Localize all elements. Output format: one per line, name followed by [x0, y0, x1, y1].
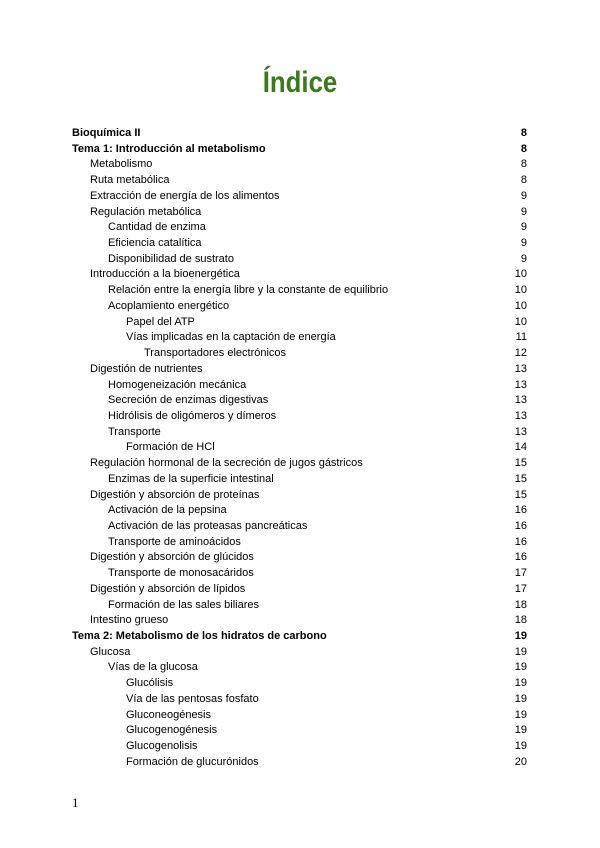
toc-entry[interactable]	[72, 393, 527, 409]
toc-entry-label: Activación de la pepsina	[108, 504, 227, 517]
toc-entry[interactable]	[72, 613, 527, 629]
toc-entry[interactable]	[72, 142, 527, 158]
toc-entry-page: 16	[514, 535, 527, 548]
toc-entry-page: 15	[514, 472, 527, 485]
toc-entry[interactable]	[72, 629, 527, 645]
toc-entry-label: Tema 2: Metabolismo de los hidratos de carbono	[72, 630, 327, 642]
page-number: 1	[72, 795, 79, 810]
toc-entry-label: Gluconeogénesis	[126, 708, 212, 721]
toc-entry-label: Enzimas de la superficie intestinal	[108, 472, 274, 485]
toc-entry-label: Papel del ATP	[126, 315, 195, 328]
toc-entry-label: Transporte de aminoácidos	[108, 535, 241, 548]
toc-entry-label: Formación de HCl	[126, 441, 215, 454]
toc-entry-label: Glucogenolisis	[126, 740, 198, 753]
toc-entry-page: 19	[514, 630, 527, 642]
toc-entry[interactable]	[72, 362, 527, 378]
toc-entry-label: Homogeneización mecánica	[108, 378, 247, 391]
toc-entry-page: 16	[514, 504, 527, 517]
toc-entry-page: 10	[514, 268, 527, 281]
toc-entry-label: Glucólisis	[126, 677, 174, 690]
toc-entry-page: 9	[520, 252, 527, 265]
toc-entry-page: 10	[514, 284, 527, 297]
toc-entry-page: 10	[514, 315, 527, 328]
toc-entry-page: 13	[514, 394, 527, 407]
toc-entry[interactable]	[72, 519, 527, 535]
toc-entry-label: Metabolismo	[90, 158, 153, 171]
toc-entry-label: Relación entre la energía libre y la constante de equilibrio	[108, 284, 389, 297]
toc-entry-page: 8	[520, 142, 527, 155]
toc-entry[interactable]	[72, 708, 527, 724]
toc-entry-page: 12	[514, 347, 527, 360]
toc-entry-label: Disponibilidad de sustrato	[108, 252, 234, 265]
toc-entry[interactable]	[72, 582, 527, 598]
toc-entry[interactable]	[72, 346, 527, 362]
toc-entry[interactable]	[72, 220, 527, 236]
toc-entry[interactable]	[72, 440, 527, 456]
page-title: Índice	[262, 66, 338, 99]
toc-entry-label: Digestión y absorción de glúcidos	[90, 551, 254, 564]
toc-entry-label: Extracción de energía de los alimentos	[90, 189, 280, 202]
toc-entry-page: 13	[514, 409, 527, 422]
toc-entry-page: 19	[514, 692, 527, 705]
toc-entry-page: 8	[520, 158, 527, 171]
toc-entry[interactable]	[72, 488, 527, 504]
toc-entry-page: 17	[514, 582, 527, 595]
toc-entry-page: 17	[514, 567, 527, 580]
toc-entry-page: 8	[520, 127, 527, 139]
toc-entry-page: 18	[514, 614, 527, 627]
toc-entry-label: Bioquímica II	[72, 127, 141, 139]
toc-entry-page: 15	[514, 457, 527, 470]
toc-entry[interactable]	[72, 755, 527, 771]
toc-entry[interactable]	[72, 739, 527, 755]
toc-entry-page: 19	[514, 740, 527, 753]
toc-entry[interactable]	[72, 645, 527, 661]
toc-entry[interactable]	[72, 126, 527, 142]
toc-entry-label: Regulación metabólica	[90, 205, 202, 218]
toc-entry-page: 9	[520, 237, 527, 250]
toc-entry[interactable]	[72, 723, 527, 739]
toc-entry-page: 9	[520, 221, 527, 234]
toc-entry[interactable]	[72, 503, 527, 519]
toc-entry-label: Ruta metabólica	[90, 174, 170, 187]
toc-entry-label: Acoplamiento energético	[108, 299, 230, 312]
toc-entry-page: 20	[514, 755, 527, 768]
toc-entry[interactable]	[72, 157, 527, 173]
toc-entry[interactable]	[72, 676, 527, 692]
toc-entry-page: 15	[514, 488, 527, 501]
toc-entry-label: Transporte de monosacáridos	[108, 567, 254, 580]
toc-entry-label: Glucosa	[90, 645, 131, 658]
toc-entry[interactable]	[72, 660, 527, 676]
toc-entry[interactable]	[72, 692, 527, 708]
toc-entry-label: Activación de las proteasas pancreáticas	[108, 519, 308, 532]
toc-entry-label: Intestino grueso	[90, 614, 169, 627]
toc-entry-page: 8	[520, 174, 527, 187]
toc-entry-label: Digestión y absorción de lípidos	[90, 582, 246, 595]
toc-entry-page: 13	[514, 378, 527, 391]
toc-entry[interactable]	[72, 299, 527, 315]
toc-entry-page: 14	[514, 441, 527, 454]
toc-entry[interactable]	[72, 425, 527, 441]
toc-entry-label: Glucogenogénesis	[126, 724, 218, 737]
toc-entry-label: Vías de la glucosa	[108, 661, 198, 674]
toc-entry-page: 19	[514, 661, 527, 674]
toc-entry[interactable]	[72, 173, 527, 189]
toc-entry-label: Digestión de nutrientes	[90, 362, 203, 375]
toc-entry-page: 19	[514, 724, 527, 737]
toc-entry-page: 13	[514, 425, 527, 438]
toc-entry[interactable]	[72, 236, 527, 252]
toc-entry[interactable]	[72, 535, 527, 551]
toc-entry[interactable]	[72, 472, 527, 488]
toc-entry-page: 13	[514, 362, 527, 375]
toc-entry[interactable]	[72, 409, 527, 425]
toc-entry-label: Formación de glucurónidos	[126, 755, 259, 768]
toc-entry-page: 10	[514, 299, 527, 312]
toc-entry-label: Cantidad de enzima	[108, 221, 206, 234]
toc-entry-page: 9	[520, 189, 527, 202]
toc-entry[interactable]	[72, 598, 527, 614]
toc-entry-page: 9	[520, 205, 527, 218]
toc-entry[interactable]	[72, 330, 527, 346]
toc-entry[interactable]	[72, 566, 527, 582]
toc-entry-label: Regulación hormonal de la secreción de jugos gástricos	[90, 457, 363, 470]
toc-entry-label: Hidrólisis de oligómeros y dímeros	[108, 409, 277, 422]
toc-entry-label: Transportadores electrónicos	[144, 347, 287, 360]
toc-entry[interactable]	[72, 550, 527, 566]
toc-entry[interactable]	[72, 205, 527, 221]
toc-entry-page: 16	[514, 551, 527, 564]
toc-entry-page: 11	[515, 331, 527, 344]
toc-entry-label: Formación de las sales biliares	[108, 598, 260, 611]
toc-entry-label: Vías implicadas en la captación de energía	[126, 331, 336, 344]
toc-entry-label: Introducción a la bioenergética	[90, 268, 240, 281]
toc-entry[interactable]	[72, 189, 527, 205]
toc-entry-label: Vía de las pentosas fosfato	[126, 692, 259, 705]
toc-entry-label: Transporte	[108, 425, 161, 438]
toc-entry-page: 18	[514, 598, 527, 611]
toc-entry[interactable]	[72, 252, 527, 268]
toc-entry[interactable]	[72, 378, 527, 394]
toc-entry-page: 19	[514, 677, 527, 690]
toc-entry[interactable]	[72, 456, 527, 472]
toc-entry-page: 16	[514, 519, 527, 532]
toc-entry-label: Tema 1: Introducción al metabolismo	[72, 142, 266, 155]
table-of-contents	[72, 126, 527, 770]
toc-entry-label: Secreción de enzimas digestivas	[108, 394, 269, 407]
toc-entry-page: 19	[514, 708, 527, 721]
toc-entry-page: 19	[514, 645, 527, 658]
toc-entry-label: Digestión y absorción de proteínas	[90, 488, 260, 501]
toc-entry-label: Eficiencia catalítica	[108, 237, 202, 250]
toc-entry[interactable]	[72, 267, 527, 283]
toc-entry[interactable]	[72, 315, 527, 331]
toc-entry[interactable]	[72, 283, 527, 299]
